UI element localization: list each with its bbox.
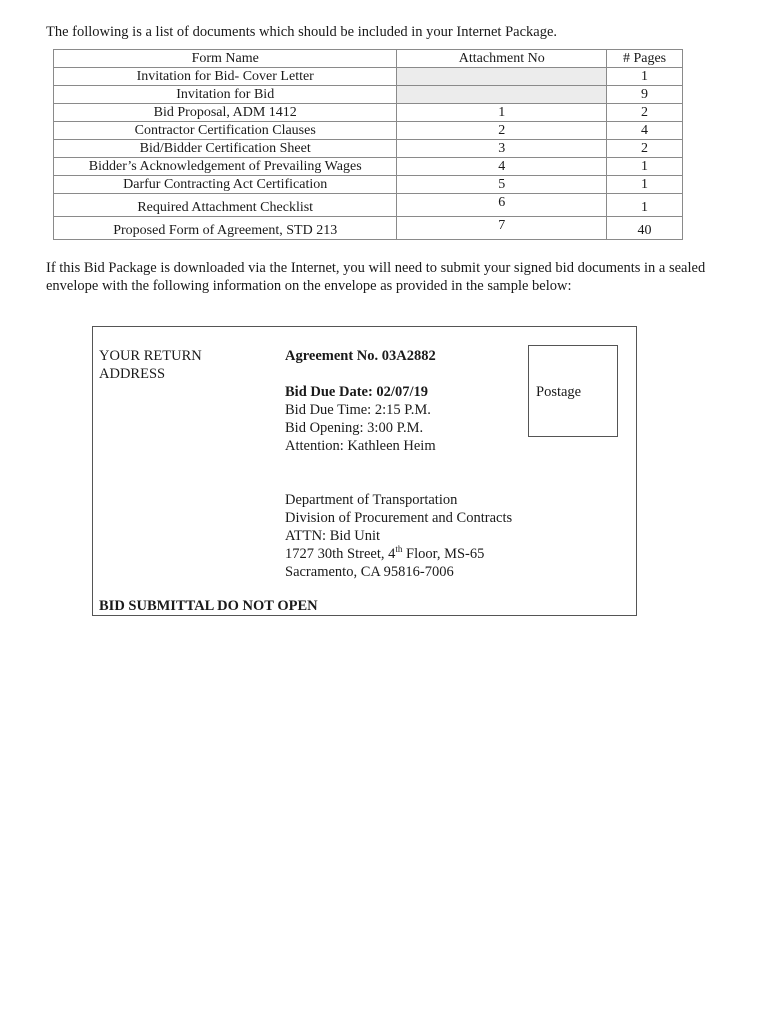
cell-attachment: 6 [397, 194, 607, 217]
cell-attachment [397, 86, 607, 104]
documents-table [53, 49, 683, 240]
cell-pages: 1 [607, 194, 683, 217]
street-post: Floor, MS-65 [402, 546, 485, 562]
cell-attachment: 7 [397, 217, 607, 240]
cell-pages: 4 [607, 122, 683, 140]
cell-attachment: 1 [397, 104, 607, 122]
table-row [54, 158, 683, 176]
department-name: Department of Transportation [285, 492, 458, 508]
cell-attachment: 5 [397, 176, 607, 194]
table-row [54, 217, 683, 240]
table-row [54, 104, 683, 122]
header-attachment-no: Attachment No [397, 50, 607, 68]
cell-pages: 40 [607, 217, 683, 240]
envelope-sample [92, 326, 637, 616]
attn-line: ATTN: Bid Unit [285, 528, 381, 544]
submittal-notice: BID SUBMITTAL DO NOT OPEN [99, 598, 318, 614]
return-address: YOUR RETURN ADDRESS [99, 348, 202, 382]
table-row [54, 176, 683, 194]
postage-box [528, 345, 618, 437]
cell-pages: 1 [607, 68, 683, 86]
cell-form-name: Proposed Form of Agreement, STD 213 [54, 217, 397, 240]
cell-form-name: Bid Proposal, ADM 1412 [54, 104, 397, 122]
cell-form-name: Required Attachment Checklist [54, 194, 397, 217]
table-row [54, 86, 683, 104]
table-header-row [54, 50, 683, 68]
cell-pages: 1 [607, 158, 683, 176]
cell-attachment [397, 68, 607, 86]
cell-pages: 2 [607, 140, 683, 158]
table-row [54, 140, 683, 158]
bid-due-time: Bid Due Time: 2:15 P.M. [285, 402, 431, 418]
postage-label: Postage [536, 384, 582, 400]
table-row [54, 194, 683, 217]
intro-text: The following is a list of documents which should be included in your Internet Package. [46, 24, 558, 40]
cell-form-name: Bidder’s Acknowledgement of Prevailing Wages [54, 158, 397, 176]
cell-pages: 9 [607, 86, 683, 104]
cell-form-name: Darfur Contracting Act Certification [54, 176, 397, 194]
cell-attachment: 4 [397, 158, 607, 176]
city-line: Sacramento, CA 95816-7006 [285, 564, 454, 580]
agreement-number: Agreement No. 03A2882 [285, 348, 436, 364]
cell-form-name: Invitation for Bid [54, 86, 397, 104]
cell-pages: 2 [607, 104, 683, 122]
bid-opening: Bid Opening: 3:00 P.M. [285, 420, 424, 436]
street-address [285, 545, 585, 563]
header-form-name: Form Name [54, 50, 397, 68]
cell-form-name: Contractor Certification Clauses [54, 122, 397, 140]
header-pages: # Pages [607, 50, 683, 68]
cell-form-name: Bid/Bidder Certification Sheet [54, 140, 397, 158]
table-row [54, 122, 683, 140]
bid-due-date: Bid Due Date: 02/07/19 [285, 384, 428, 400]
cell-attachment: 3 [397, 140, 607, 158]
instructions-paragraph: If this Bid Package is downloaded via the Internet, you will need to submit your signed bid documents in a sealed envelope with the following information on the envelope as provided in the sample below: [46, 260, 706, 294]
attention-line: Attention: Kathleen Heim [285, 438, 436, 454]
cell-form-name: Invitation for Bid- Cover Letter [54, 68, 397, 86]
table-row [54, 68, 683, 86]
cell-pages: 1 [607, 176, 683, 194]
street-sup: th [395, 544, 403, 555]
division-name: Division of Procurement and Contracts [285, 510, 513, 526]
street-pre: 1727 30th Street, 4 [285, 546, 396, 562]
cell-attachment: 2 [397, 122, 607, 140]
